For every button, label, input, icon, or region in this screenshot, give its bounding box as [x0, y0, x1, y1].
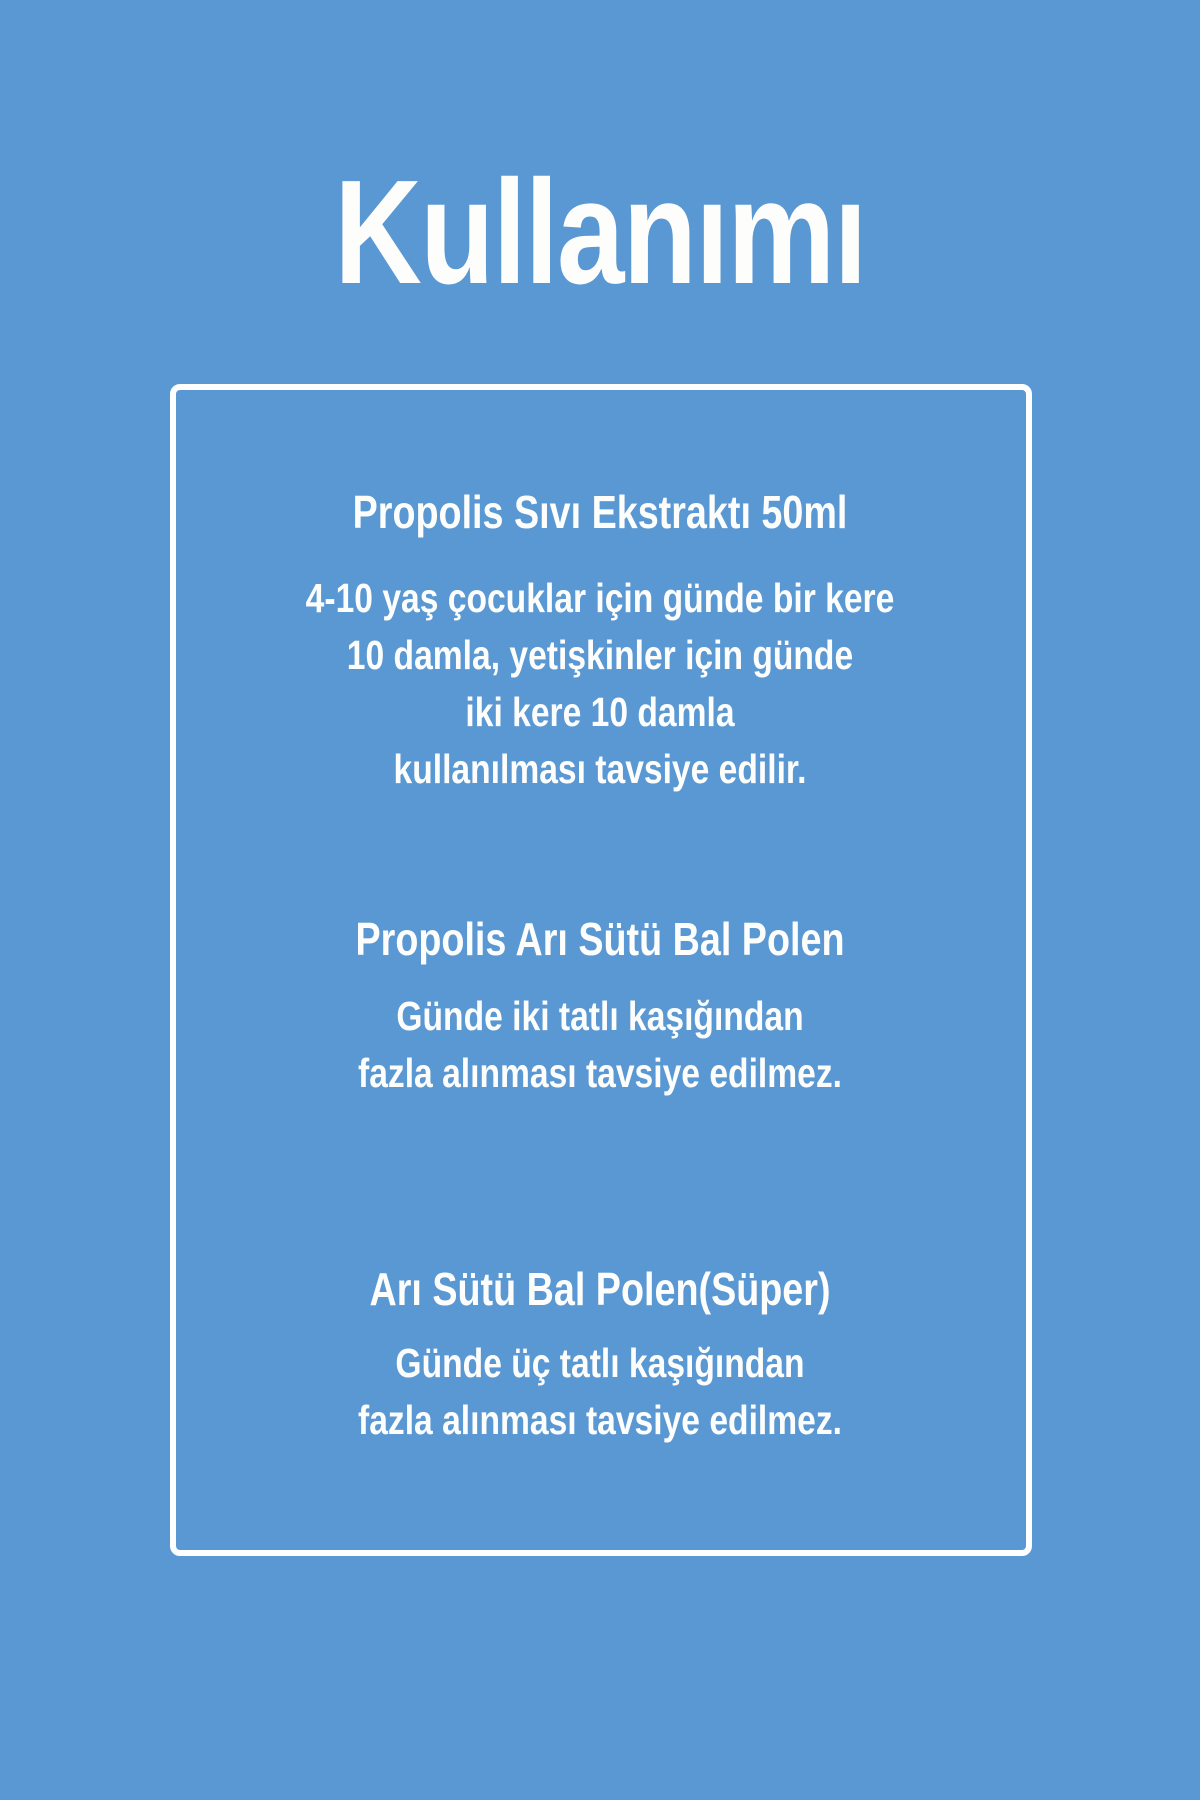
section-2-body [108, 988, 1092, 1102]
page-title: Kullanımı [334, 150, 866, 315]
section-1-line-2: 10 damla, yetişkinler için günde [346, 632, 854, 678]
section-1-body [108, 570, 1092, 798]
section-2-line-2: fazla alınması tavsiye edilmez. [357, 1050, 843, 1096]
section-3-line-2: fazla alınması tavsiye edilmez. [357, 1397, 843, 1443]
section-1-line-4: kullanılması tavsiye edilir. [393, 746, 807, 792]
section-3-heading: Arı Sütü Bal Polen(Süper) [369, 1263, 831, 1315]
section-2-heading: Propolis Arı Sütü Bal Polen [355, 913, 845, 965]
section-2-line-1: Günde iki tatlı kaşığından [396, 993, 804, 1039]
section-3-line-1: Günde üç tatlı kaşığından [395, 1340, 805, 1386]
section-1-heading: Propolis Sıvı Ekstraktı 50ml [352, 486, 848, 538]
section-1-line-3: iki kere 10 damla [465, 689, 735, 735]
section-3-body [108, 1335, 1092, 1449]
section-1-line-1: 4-10 yaş çocuklar için günde bir kere [305, 575, 895, 621]
